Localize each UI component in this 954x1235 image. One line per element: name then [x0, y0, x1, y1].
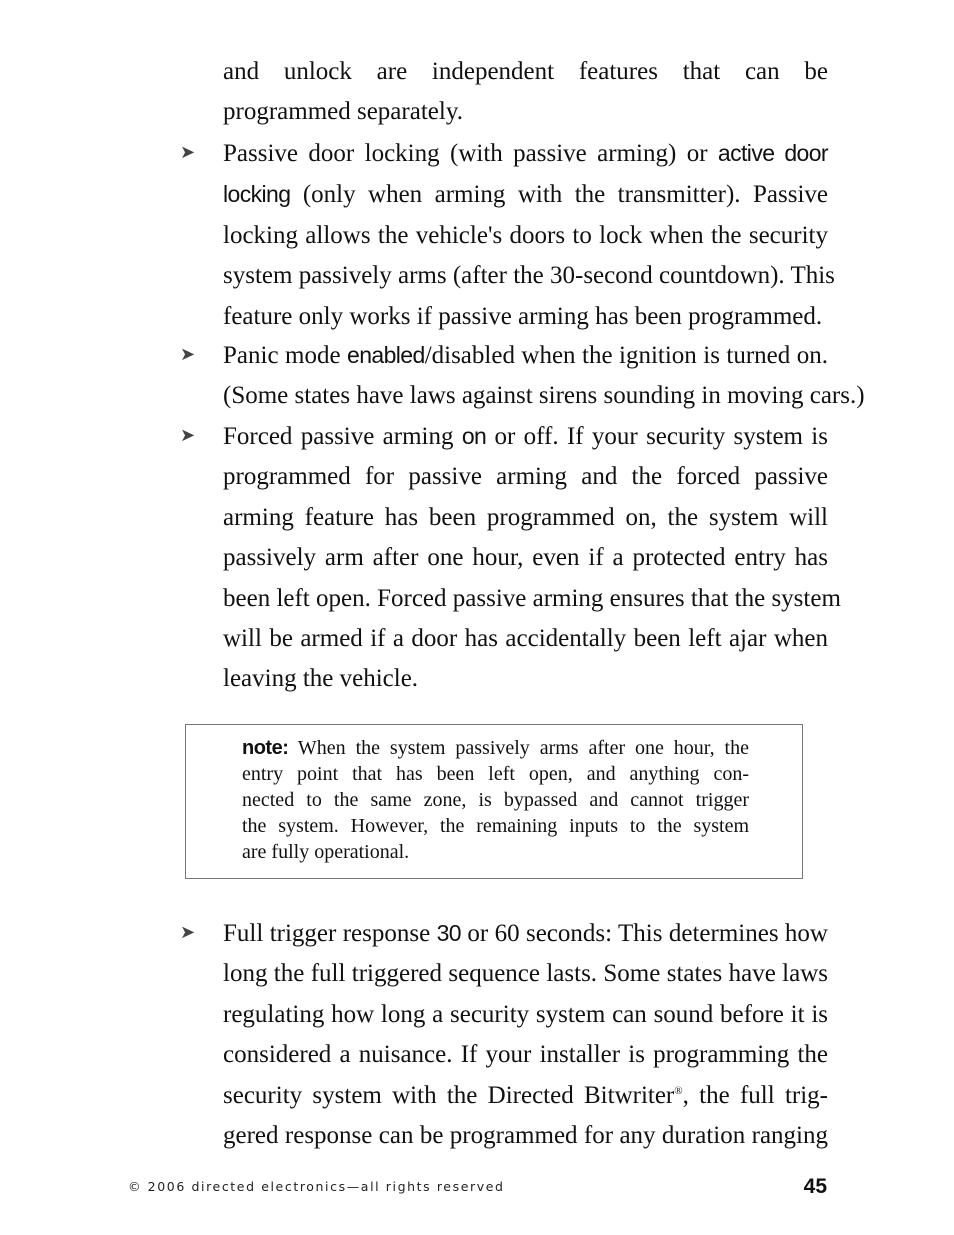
bullet-passive-door-locking: [180, 133, 835, 337]
bullet-line: [223, 1076, 828, 1116]
text-run: or 60 seconds: This determines how: [460, 920, 828, 947]
option-default-text: 30: [436, 920, 461, 946]
bullet-line: (Some states have laws against sirens sounding in moving cars.): [223, 382, 865, 410]
bullet-line: [223, 416, 828, 457]
bullet-arrow-icon: ➤: [180, 344, 196, 365]
bullet-forced-passive-arming: [180, 416, 841, 700]
text-run: Full trigger response: [223, 920, 437, 947]
bullet-line: arming feature has been programmed on, the system will: [223, 503, 828, 531]
bullet-line: [223, 133, 828, 174]
bullet-line: long the full triggered sequence lasts. Some states have laws: [223, 960, 828, 988]
bullet-panic-mode: [180, 335, 865, 417]
option-default-text: enabled: [347, 342, 425, 368]
text-run: Panic mode: [223, 342, 348, 369]
bullet-line: been left open. Forced passive arming ensures that the system: [223, 584, 841, 612]
bullet-line: considered a nuisance. If your installer is programming the: [223, 1041, 828, 1069]
note-line: are fully operational.: [242, 841, 410, 863]
bullet-arrow-icon: ➤: [180, 142, 196, 163]
bullet-arrow-icon: ➤: [180, 425, 196, 446]
intro-line-2: programmed separately.: [223, 98, 463, 126]
text-run: security system with the Directed Bitwriter: [223, 1081, 675, 1109]
text-run: or off. If your security system is: [486, 423, 828, 450]
bullet-line: will be armed if a door has accidentally been left ajar when: [223, 625, 828, 653]
bullet-line: leaving the vehicle.: [223, 665, 419, 693]
note-line: entry point that has been left open, and anything con-: [242, 763, 749, 785]
text-run: , the full trig-: [682, 1081, 828, 1109]
bullet-line: [223, 335, 828, 376]
note-line: the system. However, the remaining inputs to the system: [242, 815, 749, 837]
bullet-line: passively arm after one hour, even if a protected entry has: [223, 544, 828, 572]
intro-paragraph: [223, 52, 828, 133]
bullet-line: [223, 174, 828, 215]
text-run: When the system passively arms after one hour, the: [288, 737, 749, 759]
option-default-text: on: [461, 423, 487, 449]
bullet-line: locking allows the vehicle's doors to lock when the security: [223, 221, 828, 249]
bullet-full-trigger-response: [180, 913, 828, 1156]
bullet-line: system passively arms (after the 30-second countdown). This: [223, 262, 835, 290]
bullet-arrow-icon: ➤: [180, 922, 196, 943]
note-label: note:: [242, 737, 289, 759]
page-number: 45: [803, 1175, 827, 1198]
text-run: /disabled when the ignition is turned on.: [424, 342, 828, 369]
copyright-footer: © 2006 directed electronics—all rights reserved: [128, 1179, 505, 1194]
text-run: Passive door locking (with passive arming) or: [223, 140, 718, 167]
text-run: Forced passive arming: [223, 423, 462, 450]
note-box: [185, 724, 803, 879]
option-default-text: active door: [717, 140, 828, 166]
bullet-line: feature only works if passive arming has been programmed.: [223, 302, 823, 330]
bullet-line: [223, 913, 828, 954]
intro-line-1: and unlock are independent features that can be: [223, 58, 828, 85]
note-line: nected to the same zone, is bypassed and cannot trigger: [242, 789, 749, 811]
bullet-line: regulating how long a security system can sound before it is: [223, 1000, 828, 1028]
text-run: (only when arming with the transmitter). Passive: [290, 181, 828, 209]
note-text: [242, 735, 749, 865]
option-default-text: locking: [223, 181, 291, 208]
registered-mark: ®: [674, 1084, 683, 1097]
bullet-line: gered response can be programmed for any duration ranging: [223, 1122, 828, 1150]
bullet-line: programmed for passive arming and the forced passive: [223, 463, 828, 491]
note-line: [242, 735, 749, 761]
